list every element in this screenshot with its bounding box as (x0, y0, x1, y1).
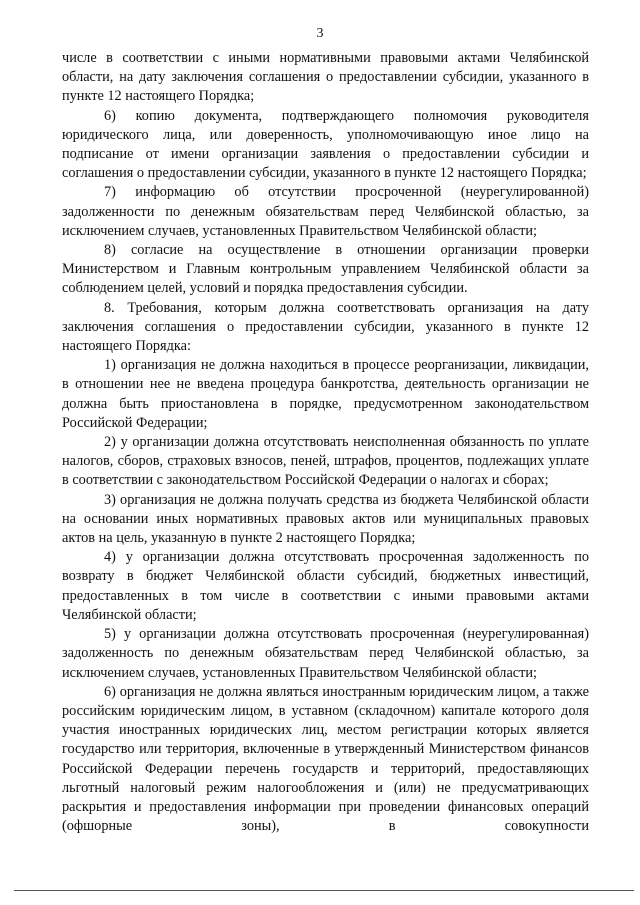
paragraph-requirement-2: 2) у организации должна отсутствовать неисполненная обязанность по уплате налогов, сборов, страховых взносов, пеней, штрафов, процентов, подлежащих уплате в соответствии с законодательством Российской Федерации о налогах и сборах; (62, 434, 589, 489)
document-body (62, 49, 589, 836)
paragraph-section-8-requirements: 8. Требования, которым должна соответствовать организация на дату заключения соглашения о предоставлении субсидии, указанного в пункте 12 настоящего Порядка: (62, 299, 589, 355)
paragraph-requirement-5: 5) у организации должна отсутствовать просроченная (неурегулированная) задолженность по денежным обязательствам перед Челябинской областью, за исключением случаев, установленных Правительством Челябинской области; (62, 626, 589, 681)
paragraph-item-8-consent: 8) согласие на осуществление в отношении организации проверки Министерством и Главным контрольным управлением Челябинской области за соблюдением целей, условий и порядка предоставления субсидии. (62, 242, 589, 297)
paragraph-requirement-3: 3) организация не должна получать средства из бюджета Челябинской области на основании иных нормативных правовых актов или муниципальных правовых актов на цель, указанную в пункте 2 настоящего Порядка; (62, 491, 589, 547)
paragraph-continuation: числе в соответствии с иными нормативными правовыми актами Челябинской области, на дату заключения соглашения о предоставлении субсидии, указанного в пункте 12 настоящего Порядка; (62, 50, 589, 105)
bottom-rule (14, 890, 634, 891)
paragraph-item-6-document-copy: 6) копию документа, подтверждающего полномочия руководителя юридического лица, или доверенность, уполномочивающую иное лицо на подписание от имени организации заявления о предоставлении субсидии и соглашения о предоставлении субсидии, указанного в пункте 12 настоящего Порядка; (62, 107, 589, 182)
paragraph-requirement-4: 4) у организации должна отсутствовать просроченная задолженность по возврату в бюджет Челябинской области субсидий, бюджетных инвестиций, предоставленных в том числе в соответствии с иными правовыми актами Челябинской области; (62, 549, 589, 623)
paragraph-item-7-debt-info: 7) информацию об отсутствии просроченной (неурегулированной) задолженности по денежным обязательствам перед Челябинской областью, за исключением случаев, установленных Правительством Челябинской области; (62, 184, 589, 239)
paragraph-requirement-6: 6) организация не должна являться иностранным юридическим лицом, а также российским юридическим лицом, в уставном (складочном) капитале которого доля участия иностранных юридических лиц, местом регистрации которых является государство или территория, включенные в утвержденный Министерством финансов Российской Федерации перечень государств и территорий, предоставляющих льготный налоговый режим налогообложения и (или) не предусматривающих раскрытия и предоставления информации при проведении финансовых операций (офшорные зоны), в совокупности (62, 683, 589, 835)
paragraph-requirement-1: 1) организация не должна находиться в процессе реорганизации, ликвидации, в отношении нее не введена процедура банкротства, деятельность организации не должна быть приостановлена в порядке, предусмотренном законодательством Российской Федерации; (62, 357, 589, 431)
page-number: 3 (316, 26, 324, 41)
